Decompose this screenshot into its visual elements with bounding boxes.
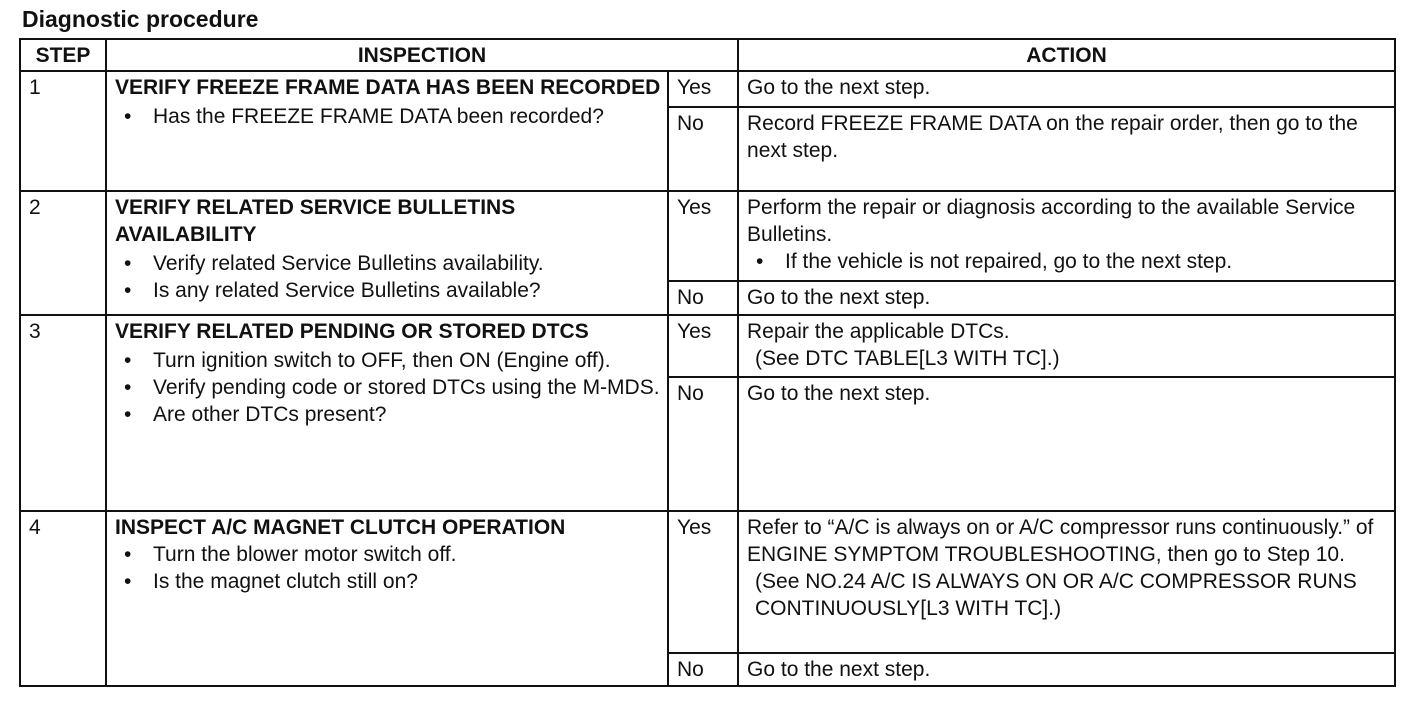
inspection-bullet: • Turn ignition switch to OFF, then ON (Engine off). <box>153 347 661 374</box>
action-cell: Go to the next step. <box>738 653 1395 686</box>
inspection-cell <box>106 191 668 315</box>
inspection-cell <box>106 71 668 191</box>
inspection-bullet: • Has the FREEZE FRAME DATA been recorded? <box>153 103 661 130</box>
step-number: 3 <box>20 315 106 511</box>
action-cell: Go to the next step. <box>738 71 1395 107</box>
inspection-heading: VERIFY FREEZE FRAME DATA HAS BEEN RECORDED <box>115 76 661 99</box>
inspection-bullets <box>115 250 661 304</box>
action-cell: Go to the next step. <box>738 377 1395 511</box>
yes-label: Yes <box>668 315 738 377</box>
step-number: 1 <box>20 71 106 191</box>
yes-label: Yes <box>668 191 738 281</box>
action-text: Repair the applicable DTCs. <box>747 320 1010 343</box>
inspection-bullet: • Is any related Service Bulletins available? <box>153 277 661 304</box>
inspection-heading: INSPECT A/C MAGNET CLUTCH OPERATION <box>115 516 566 539</box>
step-number: 2 <box>20 191 106 315</box>
action-cell: Record FREEZE FRAME DATA on the repair order, then go to the next step. <box>738 107 1395 191</box>
yes-label: Yes <box>668 71 738 107</box>
inspection-bullets <box>115 347 661 428</box>
diagnostic-table <box>19 38 1396 687</box>
inspection-bullet: • Verify related Service Bulletins availability. <box>153 250 661 277</box>
inspection-bullet: • Turn the blower motor switch off. <box>153 541 661 568</box>
column-header-inspection: INSPECTION <box>106 39 738 71</box>
action-cell <box>738 191 1395 281</box>
action-cell: Go to the next step. <box>738 281 1395 315</box>
inspection-heading: VERIFY RELATED PENDING OR STORED DTCS <box>115 320 589 343</box>
yes-label: Yes <box>668 511 738 653</box>
action-text: Perform the repair or diagnosis according to the available Service Bulletins. <box>747 196 1356 246</box>
action-bullet: • If the vehicle is not repaired, go to the next step. <box>785 248 1388 275</box>
inspection-bullets <box>115 103 661 130</box>
inspection-heading: VERIFY RELATED SERVICE BULLETINS AVAILABILITY <box>115 196 516 246</box>
inspection-bullet: • Is the magnet clutch still on? <box>153 568 661 595</box>
table-row <box>20 71 1395 107</box>
no-label: No <box>668 377 738 511</box>
inspection-bullet: • Verify pending code or stored DTCs using the M-MDS. <box>153 374 661 401</box>
step-number: 4 <box>20 511 106 686</box>
table-row <box>20 315 1395 377</box>
page-title: Diagnostic procedure <box>22 6 259 32</box>
action-text: Refer to “A/C is always on or A/C compressor runs continuously.” of ENGINE SYMPTOM TROUBLESHOOTING, then go to Step 10. <box>747 516 1374 566</box>
inspection-cell <box>106 511 668 686</box>
table-header-row <box>20 39 1395 71</box>
action-note: (See NO.24 A/C IS ALWAYS ON OR A/C COMPRESSOR RUNS CONTINUOUSLY[L3 WITH TC].) <box>755 570 1357 620</box>
action-bullets <box>747 248 1388 275</box>
action-cell <box>738 315 1395 377</box>
table-row <box>20 511 1395 653</box>
inspection-bullets <box>115 541 661 595</box>
action-note: (See DTC TABLE[L3 WITH TC].) <box>755 347 1060 370</box>
column-header-step: STEP <box>20 39 106 71</box>
column-header-action: ACTION <box>738 39 1395 71</box>
inspection-bullet: • Are other DTCs present? <box>153 401 661 428</box>
action-cell <box>738 511 1395 653</box>
no-label: No <box>668 281 738 315</box>
no-label: No <box>668 653 738 686</box>
table-row <box>20 191 1395 281</box>
no-label: No <box>668 107 738 191</box>
inspection-cell <box>106 315 668 511</box>
